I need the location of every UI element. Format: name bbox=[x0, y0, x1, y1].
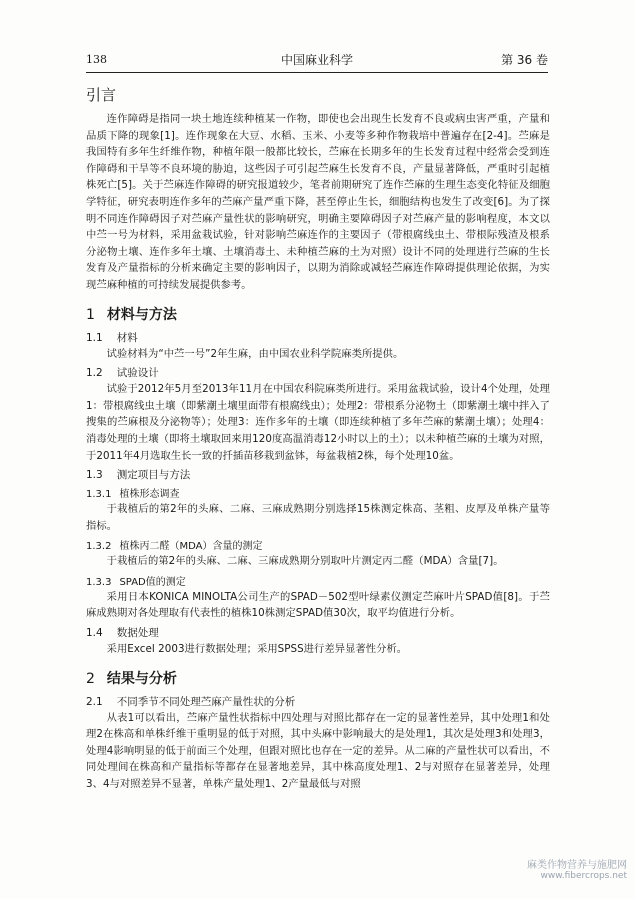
heading-number: 1.2 bbox=[86, 367, 103, 380]
heading-text: 结果与分析 bbox=[106, 670, 177, 687]
heading-number: 2 bbox=[86, 670, 95, 687]
body-paragraph: 试验于2012年5月至2013年11月在中国农科院麻类所进行。采用盆栽试验，设计4个处理，处理1：带根腐线虫土壤（即紫潮土壤里面带有根腐线虫）；处理2：带根系分泌物土（即紫潮土壤中拌入了搜集的苎麻根及分泌物等）；处理3：连作多年的土壤（即连续种植了多年苎麻的紫潮土壤）；处理4：消毒处理的土壤（即将土壤取回来用120度高温消毒12小时以上的土）；以未种植苎麻的土壤为对照，于2011年4月选取生长一致的扦插苗移栽到盆钵，每盆栽植2株，每个处理10盆。 bbox=[86, 383, 550, 462]
body-paragraph: 采用Excel 2003进行数据处理；采用SPSS进行差异显著性分析。 bbox=[106, 643, 408, 656]
body-paragraph: 于栽植后的第2年的头麻、二麻、三麻成熟期分别选择15株测定株高、茎粗、皮厚及单株产量等指标。 bbox=[86, 503, 550, 532]
section-heading-intro: 引言 bbox=[86, 86, 117, 104]
heading-text: 试验设计 bbox=[116, 367, 159, 380]
watermark-url: www.fibercrops.net bbox=[540, 871, 627, 881]
body-paragraph: 从表1可以看出，苎麻产量性状指标中四处理与对照比都存在一定的显著性差异，其中处理1和处理2在株高和单株纤维干重明显的低于对照，其中头麻中影响最大的是处理1，其次是处理3和处理3，处理4影响明显的低于前面三个处理，但跟对照比也存在一定的差异。从二麻的产量性状可以看出，不同处理间在株高和产量指标等都存在显著地差异，其中株高度处理1、2与对照存在显著差异，处理3、4与对照差异不显著，单株产量处理1、2产量最低与对照 bbox=[86, 711, 551, 791]
section-heading bbox=[86, 304, 550, 324]
volume-label: 第 36 卷 bbox=[501, 53, 548, 67]
heading-text: 材料 bbox=[116, 331, 138, 344]
heading-text: 测定项目与方法 bbox=[116, 469, 191, 482]
page-header bbox=[86, 50, 548, 73]
heading-text: 植株丙二醛（MDA）含量的测定 bbox=[119, 541, 263, 553]
heading-number: 1.3 bbox=[86, 469, 103, 482]
heading-text: 数据处理 bbox=[116, 627, 159, 640]
body-paragraph: 试验材料为“中苎一号”2年生麻，由中国农业科学院麻类所提供。 bbox=[106, 347, 404, 360]
subsubsection-heading bbox=[86, 485, 550, 500]
body-paragraph: 采用日本KONICA MINOLTA公司生产的SPAD－502型叶绿素仪测定苎麻叶片SPAD值[8]。于苎麻成熟期对各处理取有代表性的植株10株测定SPAD值30次，取平均值进行分析。 bbox=[86, 590, 550, 620]
subsection-heading bbox=[86, 330, 550, 345]
subsubsection-heading bbox=[86, 537, 550, 552]
heading-text: 不同季节不同处理苎麻产量性状的分析 bbox=[116, 695, 296, 708]
subsection-heading bbox=[86, 694, 550, 709]
subsection-heading bbox=[86, 467, 550, 482]
subsection-heading bbox=[86, 365, 550, 380]
heading-text: 植株形态调查 bbox=[119, 489, 180, 501]
watermark-site-name: 麻类作物营养与施肥网 bbox=[527, 860, 627, 871]
heading-number: 1 bbox=[86, 306, 95, 323]
heading-number: 2.1 bbox=[86, 695, 103, 708]
body-paragraph: 连作障碍是指同一块土地连续种植某一作物，即使也会出现生长发育不良或病虫害严重，产量和品质下降的现象[1]。连作现象在大豆、水稻、玉米、小麦等多种作物栽培中普遍存在[2-4]。苎麻是我国特有多年生纤维作物，种植年限一般都比较长，苎麻在长期多年的生长发育过程中经常会受到连作障碍和干旱等不良环境的胁迫，这些因子可引起苎麻生长发育不良，产量显著降低，严重时引起植株死亡[5]。关于苎麻连作障碍的研究报道较少，笔者前期研究了连作苎麻的生理生态变化特征及细胞学特征，研究表明连作多年的苎麻产量严重下降，甚至停止生长，细胞结构也发生了改变[6]。为了探明不同连作障碍因子对苎麻产量性状的影响研究，明确主要障碍因子对苎麻产量的影响程度，本文以中苎一号为材料，采用盆栽试验，针对影响苎麻连作的主要因子（带根腐线虫土、带根际残渣及根系分泌物土壤、连作多年土壤、土壤消毒土、未种植苎麻的土为对照）设计不同的处理进行苎麻的生长发育及产量指标的分析来确定主要的影响因子，以期为消除或减轻苎麻连作障碍提供理论依据，为实现苎麻种植的可持续发展提供参考。 bbox=[86, 113, 550, 291]
section-heading bbox=[86, 668, 550, 688]
journal-name: 中国麻业科学 bbox=[280, 53, 353, 67]
heading-text: SPAD值的测定 bbox=[119, 576, 186, 588]
heading-number: 1.3.2 bbox=[86, 541, 112, 553]
page-number: 138 bbox=[86, 53, 107, 66]
subsection-heading bbox=[86, 625, 550, 640]
body-paragraph: 于栽植后的第2年的头麻、二麻、三麻成熟期分别取叶片测定丙二醛（MDA）含量[7]。 bbox=[106, 555, 504, 568]
heading-number: 1.3.3 bbox=[86, 576, 112, 588]
site-watermark bbox=[527, 856, 627, 881]
heading-number: 1.3.1 bbox=[86, 489, 112, 501]
article-body bbox=[86, 84, 550, 793]
heading-text: 材料与方法 bbox=[106, 306, 177, 323]
subsubsection-heading bbox=[86, 573, 550, 588]
heading-number: 1.1 bbox=[86, 331, 103, 344]
heading-number: 1.4 bbox=[86, 627, 103, 640]
